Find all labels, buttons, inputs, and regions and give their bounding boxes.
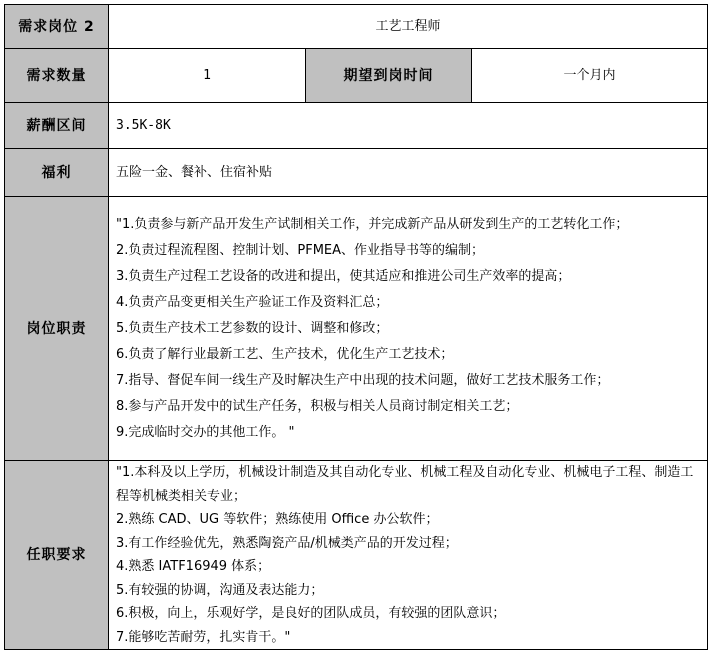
- duty-item: "1.负责参与新产品开发生产试制相关工作，并完成新产品从研发到生产的工艺转化工作；: [116, 216, 629, 232]
- requirement-item: 2.熟练 CAD、UG 等软件；熟练使用 Office 办公软件；: [116, 512, 439, 527]
- duty-item: 6.负责了解行业最新工艺、生产技术，优化生产工艺技术；: [116, 346, 454, 362]
- requirement-item: 6.积极，向上，乐观好学，是良好的团队成员，有较强的团队意识；: [116, 606, 506, 621]
- position-label: 需求岗位 2: [5, 5, 109, 49]
- duty-item: 4.负责产品变更相关生产验证工作及资料汇总；: [116, 294, 389, 310]
- position-row: [5, 5, 708, 49]
- duty-item: 9.完成临时交办的其他工作。 ": [116, 424, 295, 440]
- benefits-value: 五险一金、餐补、住宿补贴: [109, 149, 708, 197]
- requirements-row: [5, 461, 708, 650]
- duty-item: 3.负责生产过程工艺设备的改进和提出，使其适应和推进公司生产效率的提高；: [116, 268, 571, 284]
- requirement-item: 7.能够吃苦耐劳，扎实肯干。": [116, 629, 291, 645]
- duty-item: 7.指导、督促车间一线生产及时解决生产中出现的技术问题，做好工艺技术服务工作；: [116, 372, 610, 388]
- quantity-label: 需求数量: [5, 49, 109, 103]
- benefits-row: [5, 149, 708, 197]
- job-posting-table: [4, 4, 708, 650]
- duties-row: [5, 197, 708, 461]
- salary-value: 3.5K-8K: [109, 103, 708, 149]
- duties-label: 岗位职责: [5, 197, 109, 461]
- quantity-value: 1: [109, 49, 306, 103]
- requirements-list: [109, 461, 708, 650]
- salary-label: 薪酬区间: [5, 103, 109, 149]
- duties-list: [109, 197, 708, 461]
- salary-row: [5, 103, 708, 149]
- position-value: 工艺工程师: [109, 5, 708, 49]
- requirement-item: "1.本科及以上学历，机械设计制造及其自动化专业、机械工程及自动化专业、机械电子工程、制造工程等机械类相关专业；: [116, 465, 694, 504]
- arrival-value: 一个月内: [472, 49, 708, 103]
- duty-item: 5.负责生产技术工艺参数的设计、调整和修改；: [116, 320, 389, 336]
- requirement-item: 3.有工作经验优先，熟悉陶瓷产品/机械类产品的开发过程；: [116, 535, 458, 551]
- benefits-label: 福利: [5, 149, 109, 197]
- quantity-row: [5, 49, 708, 103]
- duty-item: 2.负责过程流程图、控制计划、PFMEA、作业指导书等的编制；: [116, 242, 485, 258]
- requirements-label: 任职要求: [5, 461, 109, 650]
- arrival-label: 期望到岗时间: [306, 49, 472, 103]
- requirement-item: 5.有较强的协调，沟通及表达能力；: [116, 582, 324, 598]
- requirement-item: 4.熟悉 IATF16949 体系；: [116, 559, 271, 574]
- duty-item: 8.参与产品开发中的试生产任务，积极与相关人员商讨制定相关工艺；: [116, 398, 519, 414]
